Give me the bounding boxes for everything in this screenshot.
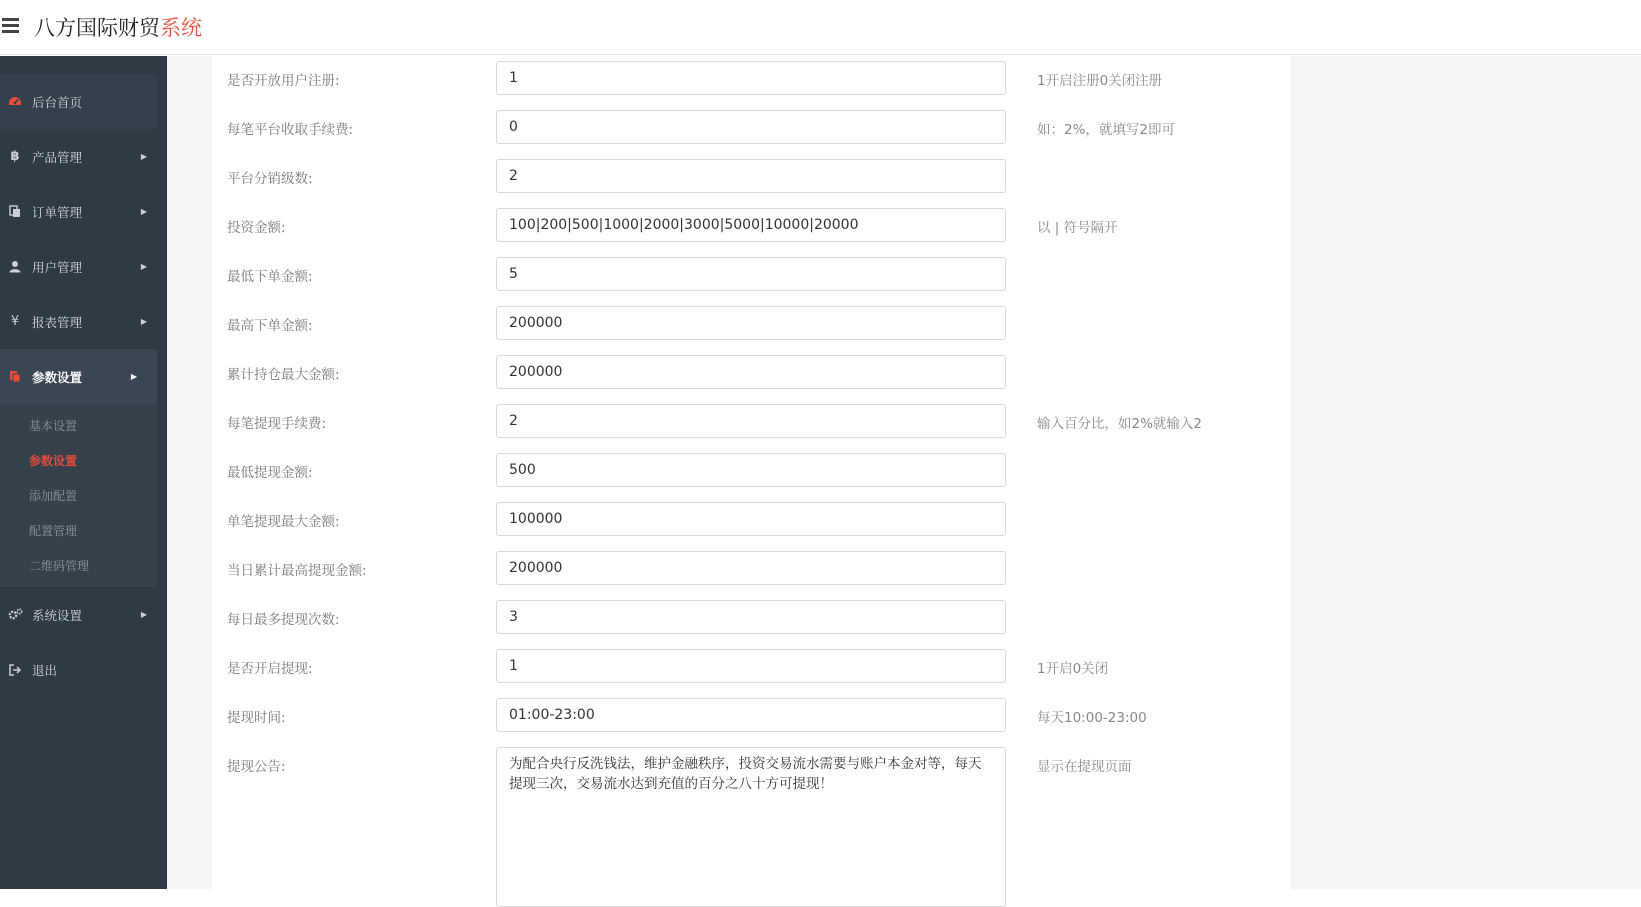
form-row — [212, 208, 1291, 242]
withdraw-fee-input[interactable] — [496, 404, 1006, 438]
caret-right-icon: ▶ — [140, 610, 147, 619]
user-icon — [6, 260, 24, 273]
params-submenu — [0, 404, 157, 587]
field-hint: 1开启0关闭 — [1037, 661, 1109, 677]
withdraw-notice-textarea[interactable] — [496, 747, 1006, 907]
submenu-item-add-config[interactable]: 添加配置 — [29, 489, 78, 503]
sidebar-item-users[interactable] — [0, 239, 167, 294]
sidebar-item-label: 参数设置 — [32, 369, 83, 385]
field-label: 每笔提现手续费: — [227, 416, 327, 432]
caret-right-icon: ▶ — [140, 262, 147, 271]
yen-icon: ¥ — [10, 314, 20, 329]
field-label: 是否开启提现: — [227, 661, 313, 677]
hamburger-icon[interactable] — [2, 18, 19, 33]
sign-out-icon — [6, 664, 24, 676]
settings-form — [212, 56, 1291, 889]
field-label: 每笔平台收取手续费: — [227, 122, 354, 138]
sidebar-item-label: 订单管理 — [32, 204, 83, 220]
sidebar-item-label: 退出 — [32, 662, 58, 678]
field-label: 每日最多提现次数: — [227, 612, 340, 628]
copy-icon — [6, 205, 24, 218]
sidebar-item-label: 后台首页 — [32, 94, 83, 110]
form-row — [212, 600, 1291, 634]
top-header — [0, 0, 1641, 55]
field-label: 最高下单金额: — [227, 318, 313, 334]
field-label: 最低下单金额: — [227, 269, 313, 285]
gears-icon — [6, 608, 24, 621]
sidebar-item-orders[interactable] — [0, 184, 167, 239]
app-title — [34, 12, 202, 42]
bitcoin-icon: ฿ — [10, 149, 20, 164]
field-hint: 如：2%，就填写2即可 — [1037, 122, 1176, 138]
field-hint: 每天10:00-23:00 — [1037, 710, 1147, 726]
form-row — [212, 551, 1291, 585]
form-row — [212, 159, 1291, 193]
sidebar-item-params[interactable] — [0, 349, 157, 404]
sidebar-item-products[interactable] — [0, 129, 167, 184]
form-row — [212, 649, 1291, 683]
max-order-amount-input[interactable] — [496, 306, 1006, 340]
field-hint: 输入百分比，如2%就输入2 — [1037, 416, 1203, 432]
sidebar-item-reports[interactable] — [0, 294, 167, 349]
sidebar-item-label: 系统设置 — [32, 607, 83, 623]
sidebar-item-label: 报表管理 — [32, 314, 83, 330]
files-icon — [6, 370, 24, 383]
caret-right-icon: ▶ — [140, 317, 147, 326]
withdraw-time-input[interactable] — [496, 698, 1006, 732]
brand-accent: 系统 — [160, 16, 202, 40]
field-hint: 1开启注册0关闭注册 — [1037, 73, 1163, 89]
daily-withdraw-count-input[interactable] — [496, 600, 1006, 634]
field-hint: 以 | 符号隔开 — [1037, 220, 1118, 236]
field-label: 提现时间: — [227, 710, 286, 726]
max-position-amount-input[interactable] — [496, 355, 1006, 389]
sidebar-item-dashboard[interactable] — [0, 74, 157, 129]
form-row — [212, 698, 1291, 732]
platform-fee-input[interactable] — [496, 110, 1006, 144]
max-single-withdraw-input[interactable] — [496, 502, 1006, 536]
field-label: 累计持仓最大金额: — [227, 367, 340, 383]
sidebar-item-system[interactable] — [0, 587, 167, 642]
caret-right-icon: ▶ — [140, 152, 147, 161]
enable-withdraw-input[interactable] — [496, 649, 1006, 683]
investment-amounts-input[interactable] — [496, 208, 1006, 242]
brand-main: 八方国际财贸 — [34, 16, 160, 40]
form-row — [212, 502, 1291, 536]
field-label: 是否开放用户注册: — [227, 73, 340, 89]
daily-max-withdraw-input[interactable] — [496, 551, 1006, 585]
form-row — [212, 404, 1291, 438]
caret-right-icon: ▶ — [140, 207, 147, 216]
field-label: 当日累计最高提现金额: — [227, 563, 367, 579]
field-label: 投资金额: — [227, 220, 286, 236]
form-row — [212, 257, 1291, 291]
field-label: 平台分销级数: — [227, 171, 313, 187]
distribution-levels-input[interactable] — [496, 159, 1006, 193]
min-order-amount-input[interactable] — [496, 257, 1006, 291]
form-row — [212, 306, 1291, 340]
sidebar — [0, 56, 167, 889]
form-row — [212, 355, 1291, 389]
form-row — [212, 61, 1291, 95]
field-label: 提现公告: — [227, 759, 286, 775]
sidebar-item-label: 产品管理 — [32, 149, 83, 165]
open-registration-input[interactable] — [496, 61, 1006, 95]
submenu-item-qrcode-manage[interactable]: 二维码管理 — [29, 559, 90, 573]
submenu-item-basic-settings[interactable]: 基本设置 — [29, 419, 78, 433]
sidebar-item-logout[interactable] — [0, 642, 167, 697]
submenu-item-config-manage[interactable]: 配置管理 — [29, 524, 78, 538]
field-label: 单笔提现最大金额: — [227, 514, 340, 530]
form-row — [212, 110, 1291, 144]
sidebar-item-label: 用户管理 — [32, 259, 83, 275]
submenu-item-param-settings[interactable]: 参数设置 — [29, 454, 78, 468]
min-withdraw-amount-input[interactable] — [496, 453, 1006, 487]
form-row — [212, 453, 1291, 487]
field-label: 最低提现金额: — [227, 465, 313, 481]
field-hint: 显示在提现页面 — [1037, 759, 1132, 775]
caret-right-icon: ▶ — [130, 372, 137, 381]
form-row — [212, 747, 1291, 907]
dashboard-icon — [6, 96, 24, 108]
